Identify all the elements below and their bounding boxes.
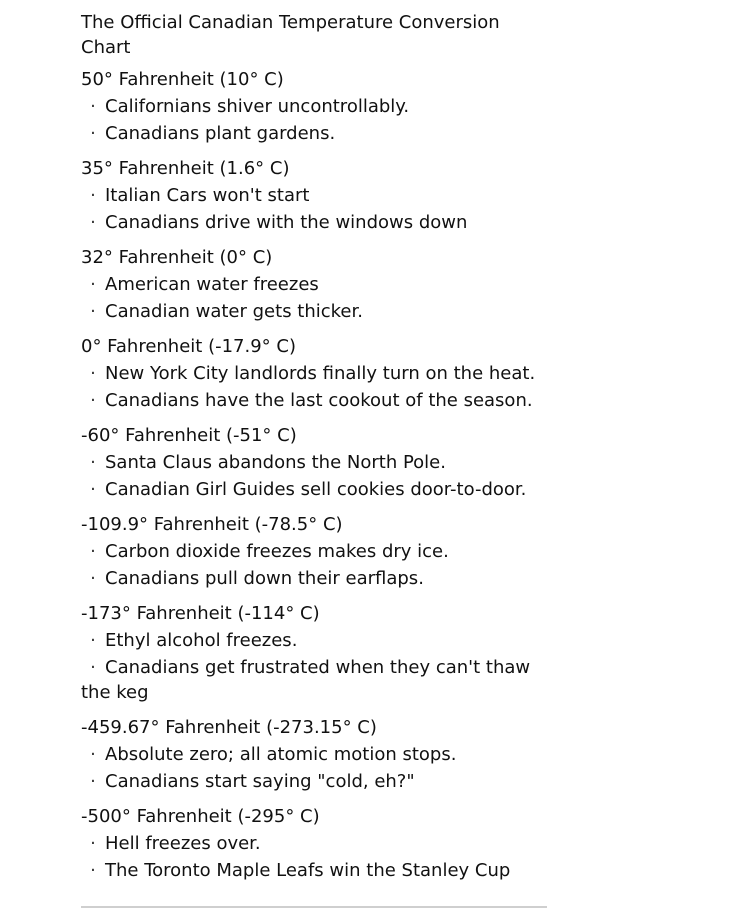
bullet-icon: · (90, 479, 96, 500)
list-item-text: Canadian Girl Guides sell cookies door-to-door. (105, 479, 527, 500)
bullet-icon: · (90, 860, 96, 881)
bullet-icon: · (90, 274, 96, 295)
list-item-text: Canadians get frustrated when they can't thaw the keg (81, 657, 531, 703)
bullet-icon: · (90, 452, 96, 473)
bullet-icon: · (90, 185, 96, 206)
bullet-icon: · (90, 771, 96, 792)
list-item-text: Santa Claus abandons the North Pole. (105, 452, 446, 473)
list-item (81, 858, 549, 883)
bullet-icon: · (90, 568, 96, 589)
list-item (81, 210, 549, 235)
list-item (81, 388, 549, 413)
temperature-section (81, 246, 549, 324)
bullet-icon: · (90, 363, 96, 384)
bullet-icon: · (90, 744, 96, 765)
list-item (81, 272, 549, 297)
temperature-heading: 32° Fahrenheit (0° C) (81, 247, 273, 268)
list-item-text: Californians shiver uncontrollably. (105, 96, 410, 117)
list-item (81, 742, 549, 767)
list-item (81, 477, 549, 502)
list-item (81, 831, 549, 856)
temperature-heading: -173° Fahrenheit (-114° C) (81, 603, 320, 624)
list-item-text: Italian Cars won't start (105, 185, 310, 206)
bullet-icon: · (90, 123, 96, 144)
temperature-section (81, 716, 549, 794)
temperature-section (81, 513, 549, 591)
list-item (81, 94, 549, 119)
temperature-section (81, 68, 549, 146)
temperature-section (81, 424, 549, 502)
list-item-text: Canadian water gets thicker. (105, 301, 363, 322)
list-item-text: New York City landlords finally turn on the heat. (105, 363, 536, 384)
list-item (81, 450, 549, 475)
list-item (81, 361, 549, 386)
bullet-icon: · (90, 301, 96, 322)
list-item-text: The Toronto Maple Leafs win the Stanley Cup (105, 860, 511, 881)
bullet-icon: · (90, 212, 96, 233)
list-item (81, 183, 549, 208)
temperature-section (81, 602, 549, 705)
list-item-text: Canadians have the last cookout of the season. (105, 390, 533, 411)
list-item-text: Absolute zero; all atomic motion stops. (105, 744, 457, 765)
list-item (81, 769, 549, 794)
bullet-icon: · (90, 833, 96, 854)
temperature-section (81, 157, 549, 235)
temperature-heading: 35° Fahrenheit (1.6° C) (81, 158, 290, 179)
list-item-text: American water freezes (105, 274, 319, 295)
temperature-heading: -459.67° Fahrenheit (-273.15° C) (81, 717, 377, 738)
page-title: The Official Canadian Temperature Conversion Chart (81, 12, 500, 58)
bullet-icon: · (90, 657, 96, 678)
list-item (81, 299, 549, 324)
temperature-heading: 50° Fahrenheit (10° C) (81, 69, 284, 90)
bottom-divider (81, 906, 547, 908)
list-item (81, 566, 549, 591)
list-item (81, 539, 549, 564)
document (81, 10, 549, 894)
list-item (81, 628, 549, 653)
list-item-text: Canadians drive with the windows down (105, 212, 468, 233)
list-item (81, 121, 549, 146)
bullet-icon: · (90, 96, 96, 117)
bullet-icon: · (90, 630, 96, 651)
bullet-icon: · (90, 390, 96, 411)
bullet-icon: · (90, 541, 96, 562)
list-item-text: Carbon dioxide freezes makes dry ice. (105, 541, 449, 562)
list-item-text: Ethyl alcohol freezes. (105, 630, 298, 651)
temperature-heading: -109.9° Fahrenheit (-78.5° C) (81, 514, 343, 535)
list-item (81, 655, 549, 705)
temperature-section (81, 335, 549, 413)
temperature-heading: 0° Fahrenheit (-17.9° C) (81, 336, 296, 357)
list-item-text: Hell freezes over. (105, 833, 261, 854)
list-item-text: Canadians start saying "cold, eh?" (105, 771, 415, 792)
temperature-heading: -500° Fahrenheit (-295° C) (81, 806, 320, 827)
list-item-text: Canadians plant gardens. (105, 123, 336, 144)
temperature-heading: -60° Fahrenheit (-51° C) (81, 425, 297, 446)
list-item-text: Canadians pull down their earflaps. (105, 568, 424, 589)
temperature-section (81, 805, 549, 883)
